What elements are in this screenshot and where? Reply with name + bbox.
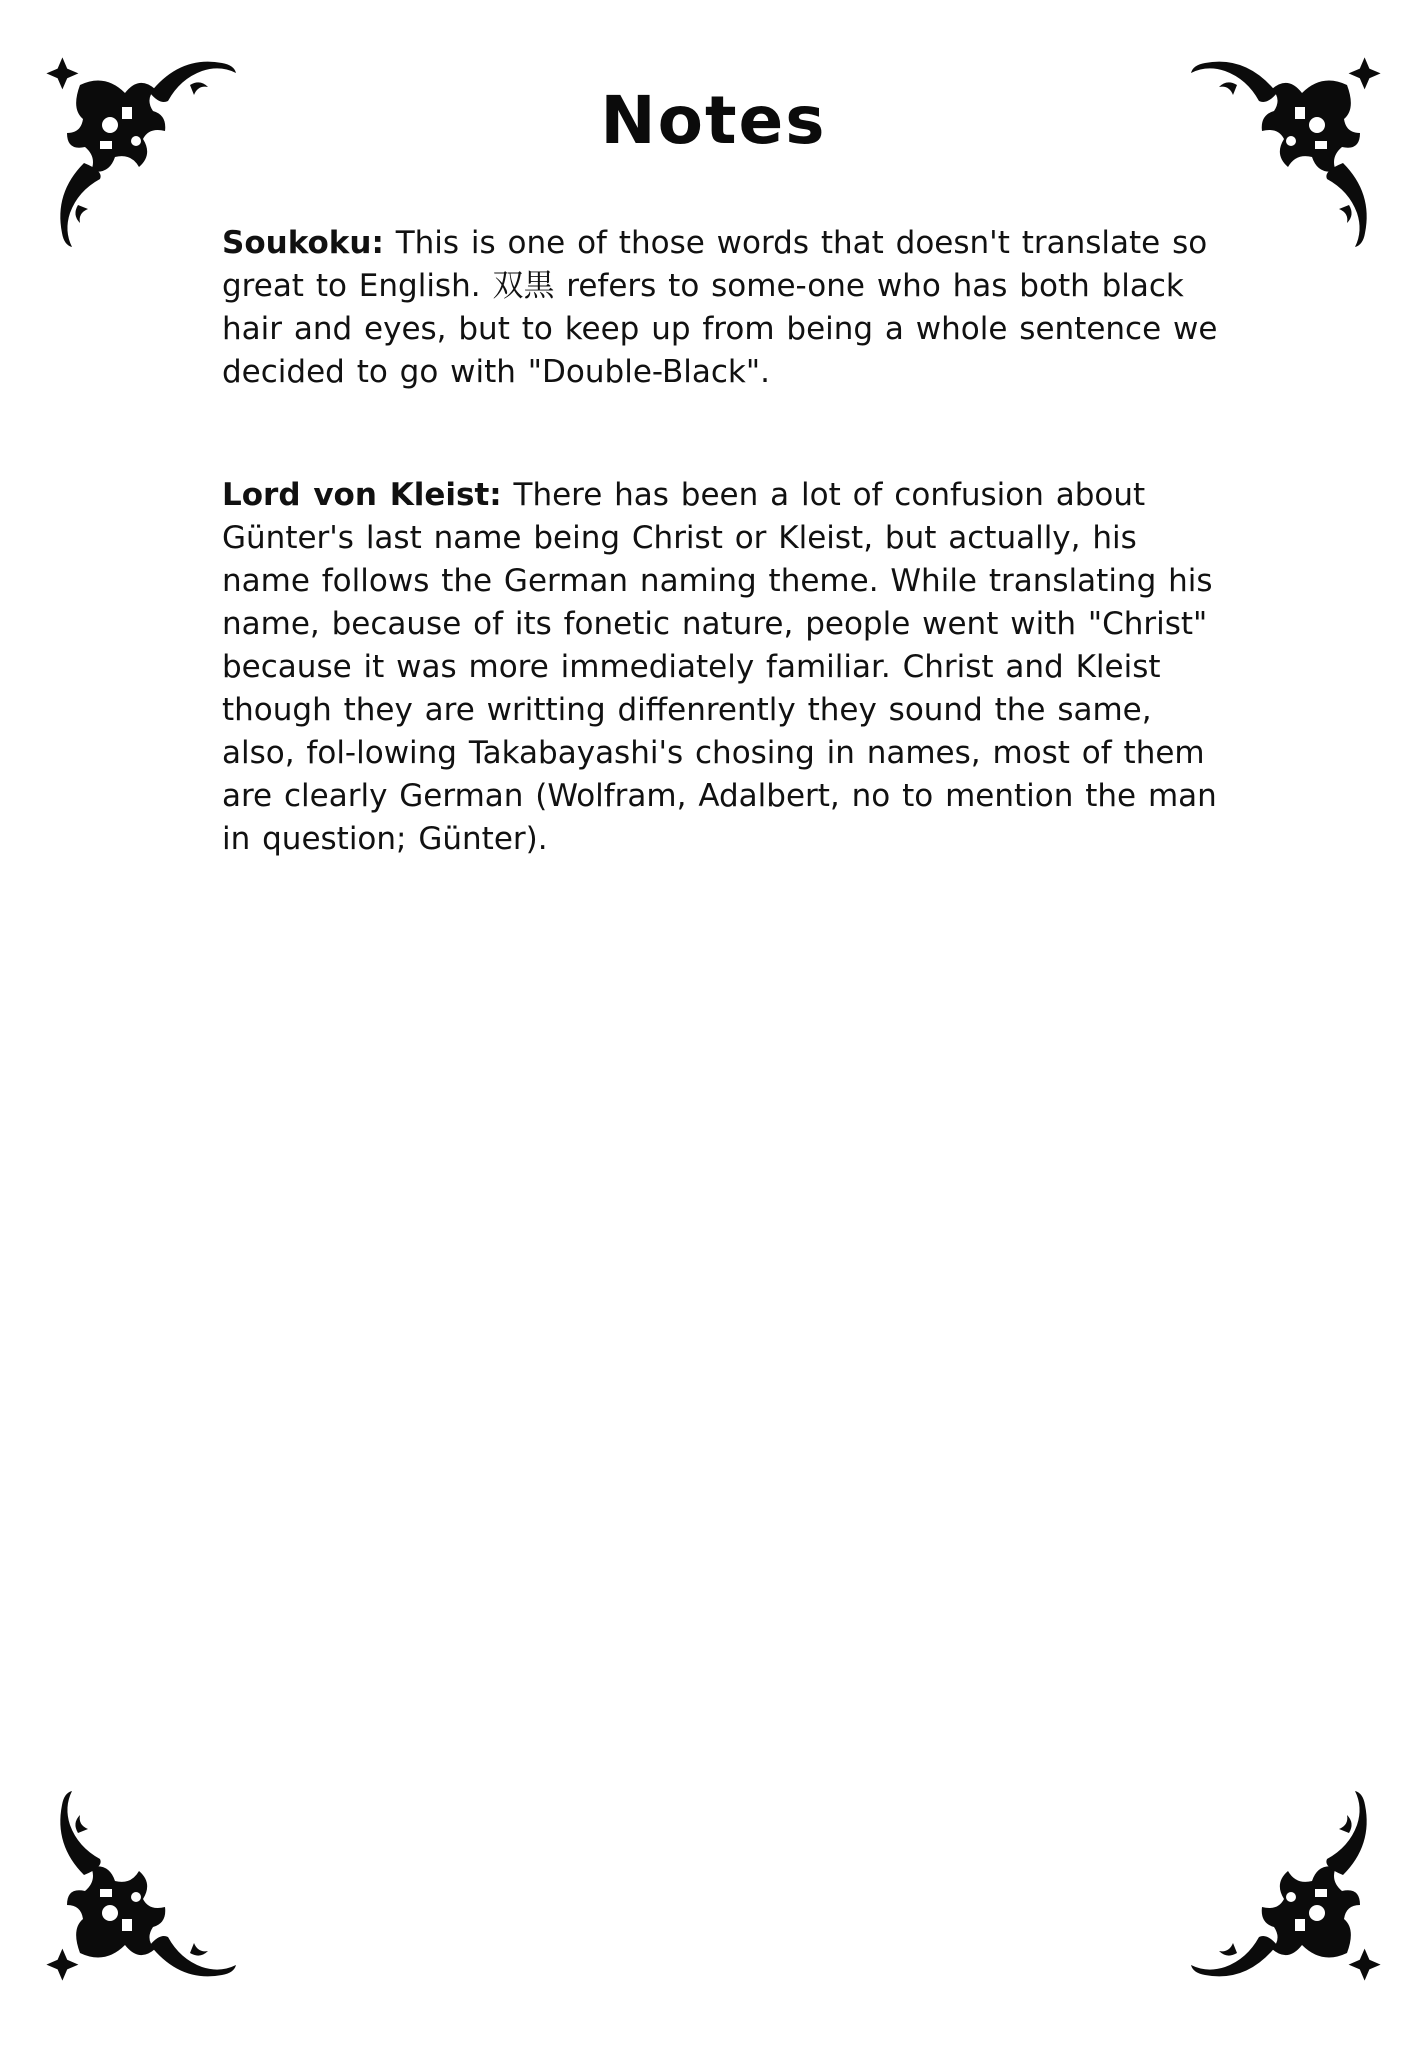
- note-soukoku: [222, 222, 1222, 394]
- corner-ornament-bottom-right-icon: [1167, 1773, 1387, 1993]
- page-title: Notes: [600, 82, 827, 159]
- notes-content: [222, 222, 1222, 941]
- note-lord-von-kleist: [222, 474, 1222, 861]
- note-term: Lord von Kleist:: [222, 477, 502, 513]
- corner-ornament-bottom-left-icon: [40, 1773, 260, 1993]
- note-term: Soukoku:: [222, 225, 384, 261]
- note-body: This is one of those words that doesn't translate so great to English. 双黒 refers to some-one who has both black hair and eyes, but to keep up from being a whole sentence we decided to go with "Double-Black".: [222, 225, 1218, 390]
- note-body: There has been a lot of confusion about Günter's last name being Christ or Kleist, but actually, his name follows the German naming theme. While translating his name, because of its fonetic nature, people went with "Christ" because it was more immediately familiar. Christ and Kleist though they are writting diffenrently they sound the same, also, fol-lowing Takabayashi's chosing in names, most of them are clearly German (Wolfram, Adalbert, no to mention the man in question; Günter).: [222, 477, 1217, 857]
